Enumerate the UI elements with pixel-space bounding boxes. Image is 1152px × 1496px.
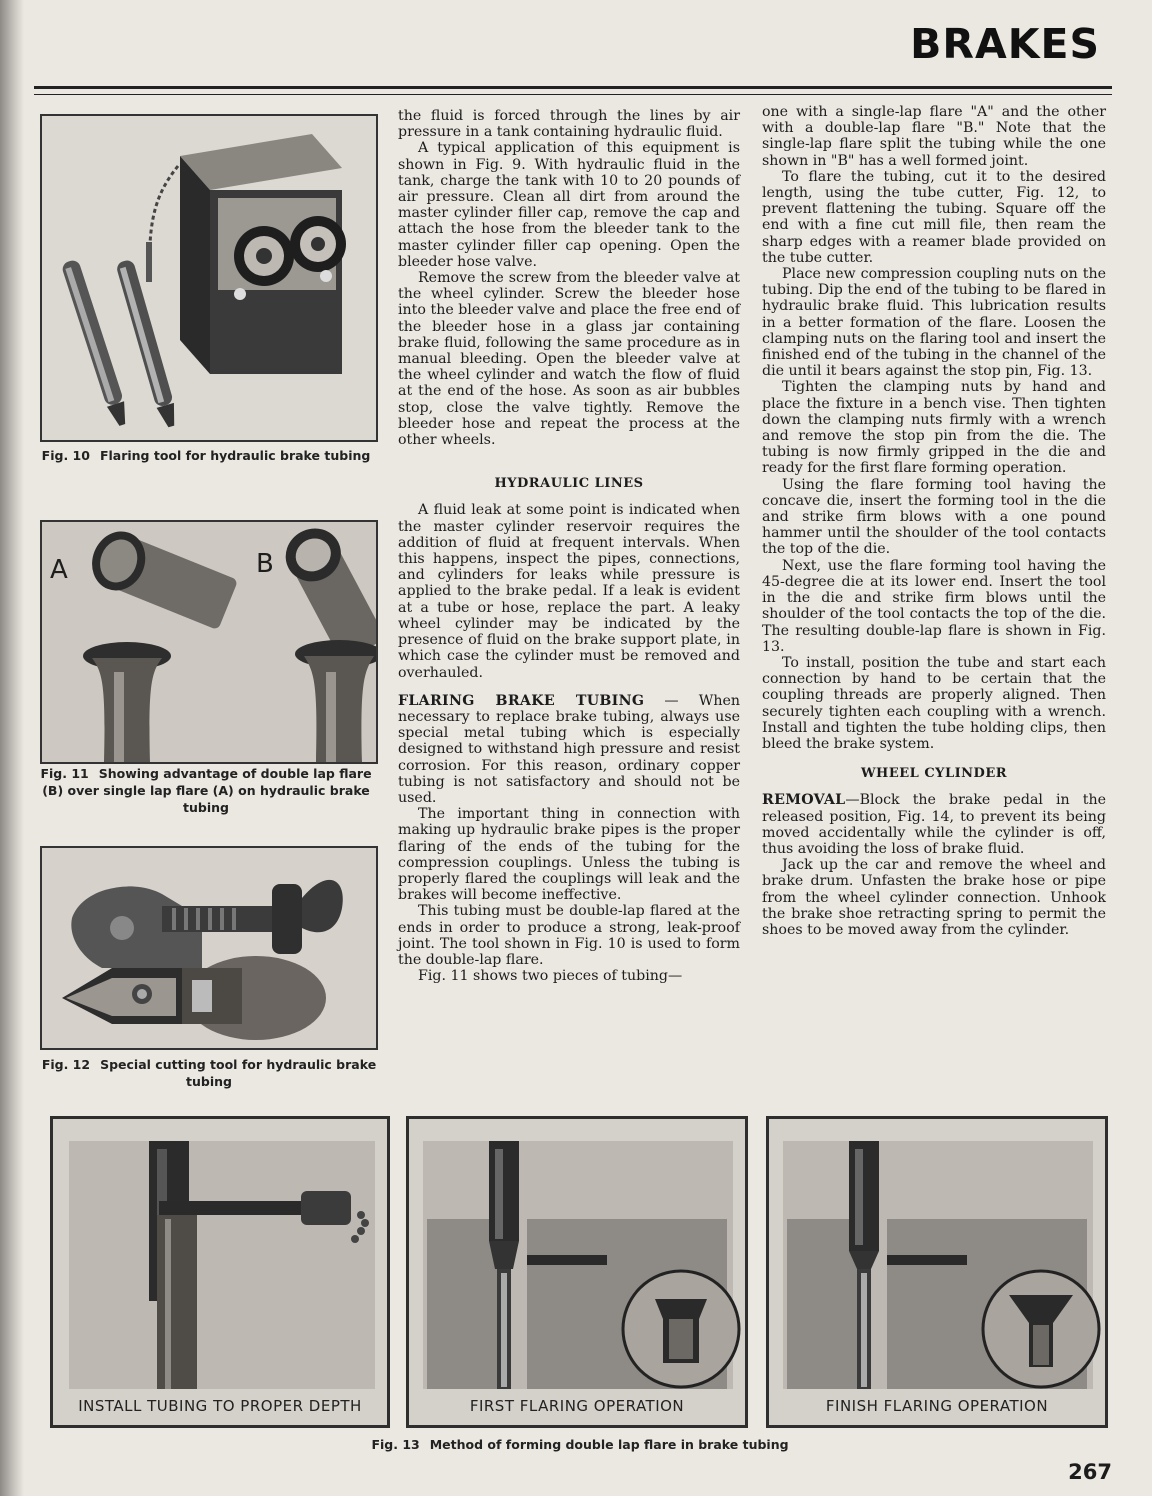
paragraph: This tubing must be double-lap flared at the ends in order to produce a strong, leak-proof joint. The tool shown in Fig. 10 is used to form the double-lap flare. — [398, 903, 740, 968]
fig13-panel-label-finish: FINISH FLARING OPERATION — [825, 1397, 1049, 1415]
fig10-caption — [34, 447, 378, 464]
fig13-panel-first-flaring — [406, 1116, 748, 1428]
fig13-caption — [300, 1436, 860, 1453]
run-in-heading: REMOVAL — [762, 792, 846, 809]
paragraph: Jack up the car and remove the wheel and brake drum. Unfasten the brake hose or pipe from the wheel cylinder connection. Unhook the brake shoe retracting spring to permit the shoes to be moved away from the cylinder. — [762, 857, 1106, 938]
header-rule — [34, 86, 1112, 89]
paragraph-removal — [762, 792, 1106, 857]
fig12-number: Fig. 12 — [41, 1057, 91, 1072]
paragraph-text: — When necessary to replace brake tubing, always use special metal tubing which is especially designed to withstand high pressure and resist corrosion. For this reason, ordinary copper tubing is not satisfactory and should not be used. — [398, 692, 740, 806]
paragraph: Remove the screw from the bleeder valve at the wheel cylinder. Screw the bleeder hose into the bleeder valve and place the free end of the bleeder hose in a glass jar containing brake fluid, following the same procedure as in manual bleeding. Open the bleeder valve at the wheel cylinder and watch the flow of fluid at the end of the hose. As soon as air bubbles stop, close the valve tightly. Remove the bleeder hose and repeat the process at the other wheels. — [398, 270, 740, 449]
paragraph: Fig. 11 shows two pieces of tubing— — [418, 968, 683, 985]
paragraph: one with a single-lap flare "A" and the other with a double-lap flare "B." Note that the single-lap flare split the tubing while the one shown in "B" has a well formed joint. — [762, 104, 1106, 169]
fig12-image — [40, 846, 378, 1050]
section-title: BRAKES — [910, 20, 1100, 68]
fig11-label-a: A — [50, 555, 68, 585]
fig13-panel-label-first: FIRST FLARING OPERATION — [469, 1397, 685, 1415]
fig13-number: Fig. 13 — [371, 1437, 420, 1452]
fig12-caption — [34, 1056, 384, 1090]
header-rule-thin — [34, 94, 1112, 95]
text-column-middle — [398, 108, 740, 984]
fig11-number: Fig. 11 — [40, 766, 89, 781]
paragraph: A fluid leak at some point is indicated when the master cylinder reservoir requires the addition of fluid at frequent intervals. When this happens, inspect the pipes, connections, and cylinders for leaks while pressure is applied to the brake pedal. If a leak is evident at a tube or hose, replace the part. A leaky wheel cylinder may be indicated by the presence of fluid on the brake support plate, in which case the cylinder must be removed and overhauled. — [398, 502, 740, 681]
run-in-heading: FLARING BRAKE TUBING — [398, 692, 645, 709]
fig12-caption-text: Special cutting tool for hydraulic brake tubing — [100, 1057, 377, 1089]
paragraph: A typical application of this equipment is shown in Fig. 9. With hydraulic fluid in the tank, charge the tank with 10 to 20 pounds of air pressure. Clean all dirt from around the master cylinder filler cap, remove the cap and attach the hose from the bleeder tank to the master cylinder filler cap opening. Open the bleeder hose valve. — [398, 140, 740, 270]
fig10-image — [40, 114, 378, 442]
fig13-caption-text: Method of forming double lap flare in brake tubing — [429, 1437, 789, 1452]
fig11-caption-text: Showing advantage of double lap flare (B) over single lap flare (A) on hydraulic brake tubing — [42, 766, 372, 815]
fig11-label-b: B — [256, 549, 274, 579]
paragraph: the fluid is forced through the lines by air pressure in a tank containing hydraulic fluid. — [398, 108, 740, 141]
section-heading-hydraulic-lines: HYDRAULIC LINES — [494, 476, 644, 492]
page-binding-shadow — [0, 0, 24, 1496]
paragraph: The important thing in connection with making up hydraulic brake pipes is the proper flaring of the ends of the tubing for the compression couplings. Unless the tubing is properly flared the couplings will leak and the brakes will become ineffective. — [398, 806, 740, 904]
text-column-right — [762, 104, 1106, 938]
paragraph: Tighten the clamping nuts by hand and place the fixture in a bench vise. Then tighten down the clamping nuts firmly with a wrench and remove the stop pin from the die. The tubing is now firmly gripped in the die and ready for the first flare forming operation. — [762, 379, 1106, 477]
fig13-panel-install — [50, 1116, 390, 1428]
page-number: 267 — [1068, 1460, 1112, 1484]
paragraph: Place new compression coupling nuts on the tubing. Dip the end of the tubing to be flared in hydraulic brake fluid. This lubrication results in a better formation of the flare. Loosen the clamping nuts on the flaring tool and insert the finished end of the tubing in the channel of the die until it bears against the stop pin, Fig. 13. — [762, 266, 1106, 380]
paragraph: Next, use the flare forming tool having the 45-degree die at its lower end. Insert the tool in the die and strike firm blows until the shoulder of the tool contacts the top of the die. The resulting double-lap flare is shown in Fig. 13. — [762, 557, 1106, 655]
paragraph-flaring — [398, 693, 740, 806]
paragraph: To flare the tubing, cut it to the desired length, using the tube cutter, Fig. 12, to prevent flattening the tubing. Square off the end with a fine cut mill file, then ream the sharp edges with a reamer blade provided on the tube cutter. — [762, 168, 1106, 266]
fig13-panel-finish-flaring — [766, 1116, 1108, 1428]
fig10-number: Fig. 10 — [41, 448, 90, 463]
paragraph: To install, position the tube and start each connection by hand to be certain that the coupling threads are properly aligned. Then securely tighten each coupling with a wrench. Install and tighten the tube holding clips, then bleed the brake system. — [762, 654, 1106, 752]
section-heading-wheel-cylinder: WHEEL CYLINDER — [860, 766, 1008, 782]
fig13-panel-label-install: INSTALL TUBING TO PROPER DEPTH — [78, 1397, 362, 1415]
fig11-image — [40, 520, 378, 764]
fig10-caption-text: Flaring tool for hydraulic brake tubing — [99, 448, 371, 463]
paragraph-text: —Block the brake pedal in the released position, Fig. 14, to prevent its being moved accidentally while the cylinder is off, thus avoiding the loss of brake fluid. — [762, 792, 1106, 857]
fig11-caption — [34, 765, 378, 816]
paragraph: Using the flare forming tool having the concave die, insert the forming tool in the die and strike firm blows with a one pound hammer until the shoulder of the tool contacts the top of the die. — [762, 476, 1106, 558]
